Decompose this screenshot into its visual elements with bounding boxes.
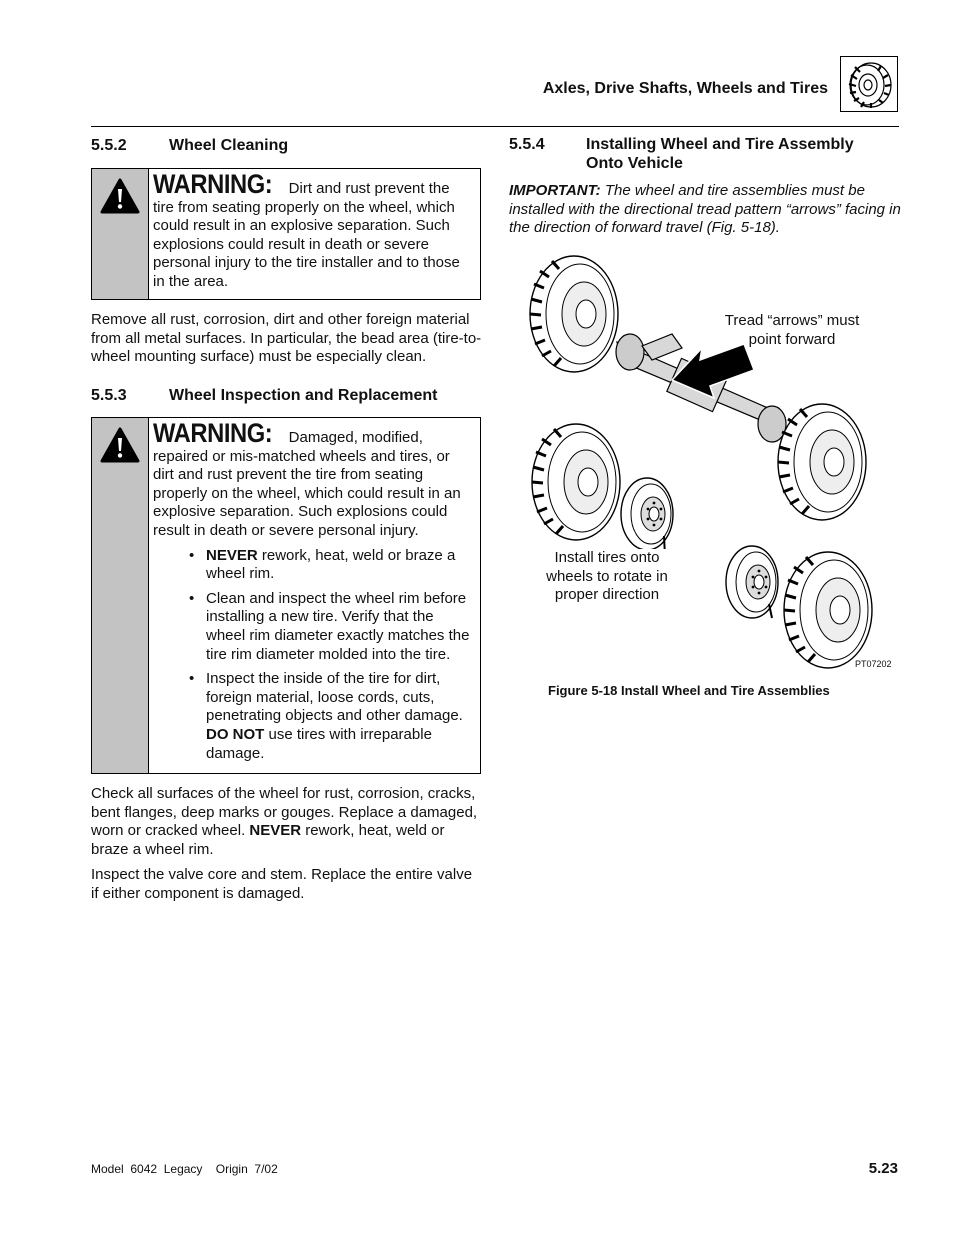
figure-code: PT07202 — [855, 659, 892, 669]
running-header-title: Axles, Drive Shafts, Wheels and Tires — [542, 80, 828, 97]
section-553-title: Wheel Inspection and Replacement — [169, 387, 438, 404]
warning-label: WARNING: — [153, 418, 273, 448]
important-note: IMPORTANT: The wheel and tire assemblies must be installed with the directional tread pattern “arrows” facing in the direction of forward travel (Fig. 5-18). — [509, 182, 901, 237]
warning-box-cleaning — [91, 168, 481, 300]
warning-triangle-icon — [100, 427, 140, 463]
section-552-title: Wheel Cleaning — [169, 137, 289, 154]
inspection-body-1: Check all surfaces of the wheel for rust, corrosion, cracks, bent flanges, deep marks or gouges. Replace a damaged, worn or cracked wheel. NEVER rework, heat, weld or braze a wheel rim. — [91, 785, 478, 858]
callout-install-tires: Install tires onto wheels to rotate in proper direction — [537, 549, 677, 605]
inspection-body-2: Inspect the valve core and stem. Replace the entire valve if either component is damaged. — [91, 866, 473, 902]
header-rule — [91, 126, 899, 127]
section-553-number: 5.5.3 — [91, 387, 127, 404]
section-554-number: 5.5.4 — [509, 136, 545, 153]
warning-text: Damaged, modified, repaired or mis-matched wheels and tires, or dirt and rust prevent the tire from seating properly on the wheel, which could result in an explosive separation. Such explosions could result in death or severe personal injury. — [153, 429, 461, 539]
figure-caption: Figure 5-18 Install Wheel and Tire Assemblies — [548, 683, 830, 698]
cleaning-body: Remove all rust, corrosion, dirt and other foreign material from all metal surfaces. In particular, the bead area (tire-to-wheel mounting surface) must be especially clean. — [91, 311, 482, 366]
warning-sidebar — [92, 418, 149, 773]
warning-bullet-list — [189, 547, 474, 764]
callout-tread-arrows: Tread “arrows” must point forward — [724, 312, 860, 348]
tire-icon — [840, 56, 898, 112]
warning-sidebar — [92, 169, 149, 299]
warning-triangle-icon — [100, 178, 140, 214]
warning-text: Dirt and rust prevent the tire from seating properly on the wheel, which could result in an explosive separation. Such explosions could result in death or severe personal injury to the tire installer and to those in the area. — [153, 180, 460, 290]
warning-label: WARNING: — [153, 169, 273, 199]
bullet-item: • Inspect the inside of the tire for dirt, foreign material, loose cords, cuts, penetrating objects and other damage. DO NOT use tires with irreparable damage. — [189, 670, 474, 763]
bullet-item: • NEVER rework, heat, weld or braze a wheel rim. — [189, 547, 474, 584]
page-number: 5.23 — [868, 1160, 898, 1177]
bullet-item: • Clean and inspect the wheel rim before installing a new tire. Verify that the wheel rim diameter exactly matches the tire rim diameter molded into the tire. — [189, 590, 474, 664]
section-554-title-line1: Installing Wheel and Tire Assembly — [586, 136, 854, 153]
footer-model-info: Model 6042 Legacy Origin 7/02 — [91, 1162, 278, 1176]
section-552-number: 5.5.2 — [91, 137, 127, 154]
section-554-title-line2: Onto Vehicle — [586, 155, 683, 172]
warning-box-inspection — [91, 417, 481, 774]
